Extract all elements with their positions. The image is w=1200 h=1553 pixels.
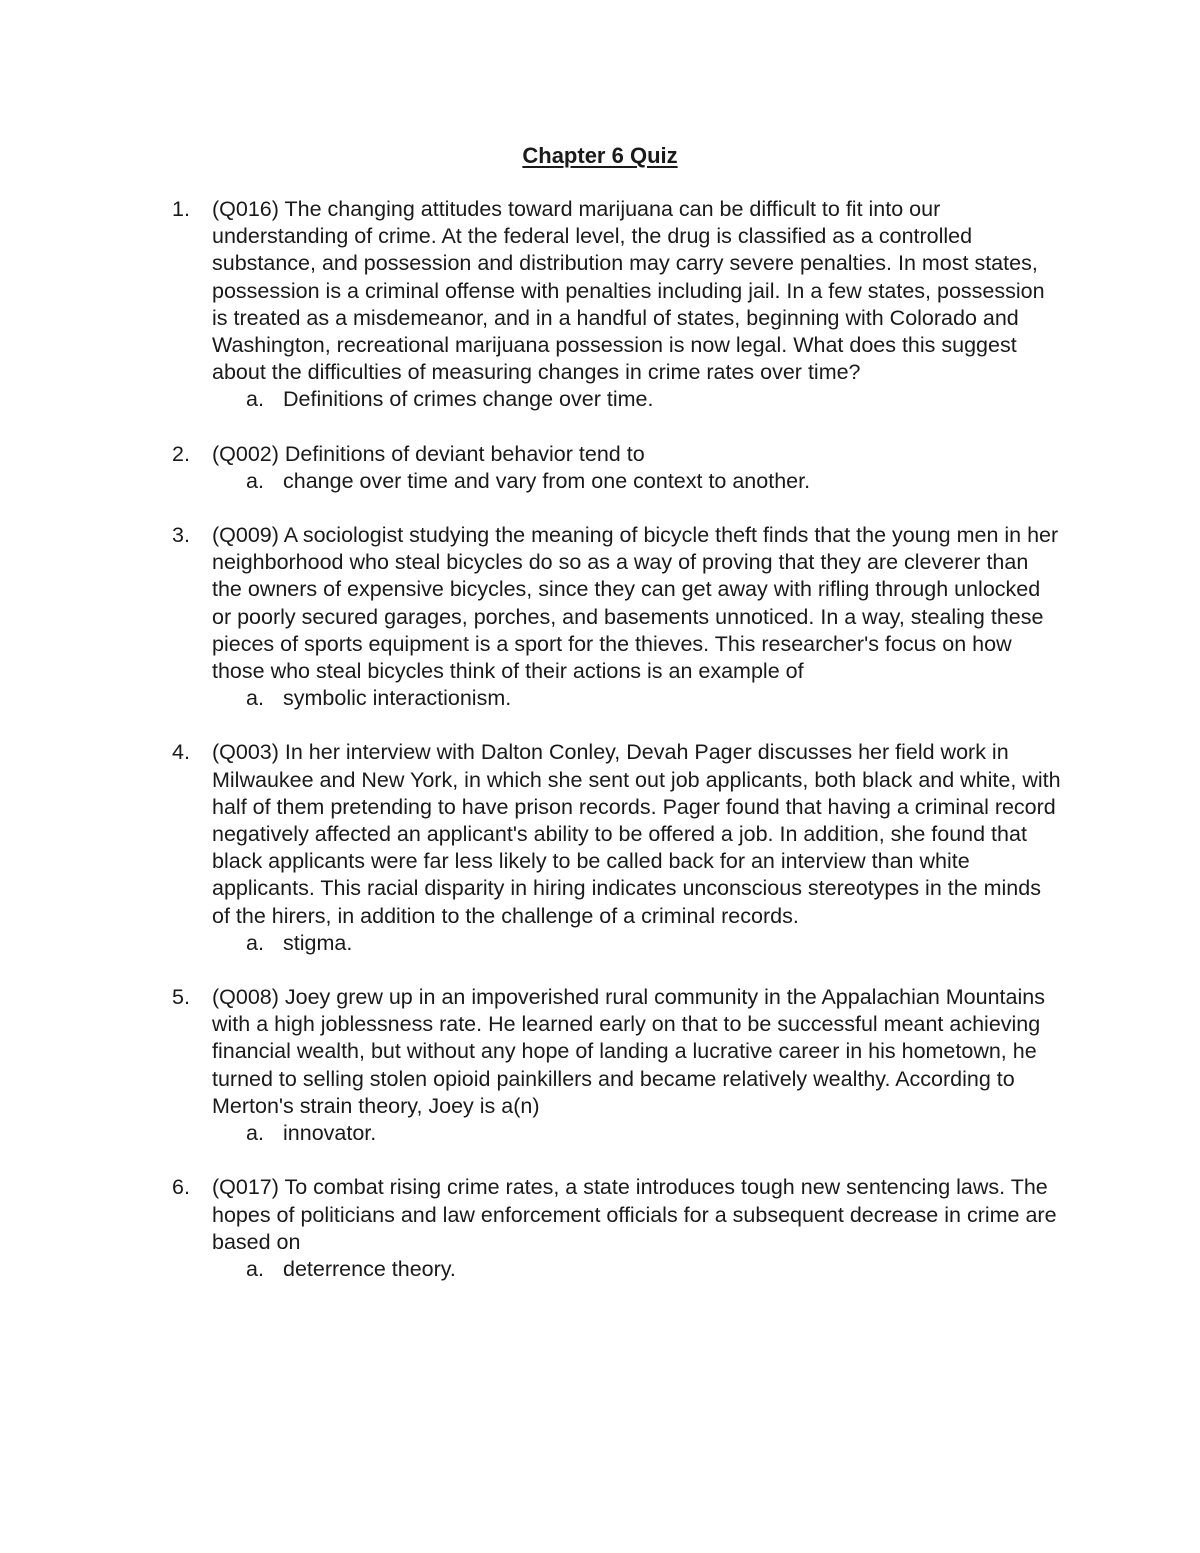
question-text: (Q008) Joey grew up in an impoverished rural community in the Appalachian Mountains with a high joblessness rate. He learned early on that to be successful meant achieving financial wealth, but without any hope of landing a lucrative career in his hometown, he turned to selling stolen opioid painkillers and became relatively wealthy. According to Merton's strain theory, Joey is a(n) [212, 985, 1045, 1118]
question-number: 1. [172, 197, 190, 221]
question-number: 2. [172, 441, 190, 466]
question-number: 6. [172, 1175, 190, 1200]
question-text: (Q017) To combat rising crime rates, a state introduces tough new sentencing laws. The hopes of politicians and law enforcement officials for a subsequent decrease in crime are based on [212, 1175, 1057, 1254]
answer-text: symbolic interactionism. [283, 686, 512, 711]
answer-item [0, 468, 1200, 495]
question-list [0, 196, 1200, 1310]
question-number: 5. [172, 985, 190, 1010]
answer-text: change over time and vary from one context to another. [283, 468, 811, 493]
question-item [0, 739, 1200, 957]
answer-letter: a. [246, 930, 264, 955]
question-item [0, 196, 1200, 414]
page-title: Chapter 6 Quiz [522, 143, 678, 168]
question-item [0, 441, 1200, 495]
answer-letter: a. [246, 1121, 264, 1146]
answer-text: Definitions of crimes change over time. [283, 387, 654, 412]
question-text: (Q003) In her interview with Dalton Conley, Devah Pager discusses her field work in Milwaukee and New York, in which she sent out job applicants, both black and white, with half of them pretending to have prison records. Pager found that having a criminal record negatively affected an applicant's ability to be offered a job. In addition, she found that black applicants were far less likely to be called back for an interview than white applicants. This racial disparity in hiring indicates unconscious stereotypes in the minds of the hirers, in addition to the challenge of a criminal records. [212, 740, 1061, 928]
answer-text: deterrence theory. [283, 1256, 456, 1281]
answer-item [0, 386, 1200, 413]
answer-text: innovator. [283, 1121, 377, 1146]
answer-item [0, 685, 1200, 712]
question-text: (Q002) Definitions of deviant behavior tend to [212, 441, 645, 466]
answer-text: stigma. [283, 930, 353, 955]
answer-item [0, 1120, 1200, 1147]
question-text: (Q016) The changing attitudes toward marijuana can be difficult to fit into our understanding of crime. At the federal level, the drug is classified as a controlled substance, and possession and distribution may carry severe penalties. In most states, possession is a criminal offense with penalties including jail. In a few states, possession is treated as a misdemeanor, and in a handful of states, beginning with Colorado and Washington, recreational marijuana possession is now legal. What does this suggest about the difficulties of measuring changes in crime rates over time? [212, 197, 1045, 385]
answer-letter: a. [246, 387, 264, 412]
answer-item [0, 930, 1200, 957]
answer-letter: a. [246, 1256, 264, 1281]
question-number: 3. [172, 523, 190, 548]
answer-item [0, 1256, 1200, 1283]
answer-letter: a. [246, 686, 264, 711]
answer-letter: a. [246, 468, 264, 493]
question-item [0, 522, 1200, 712]
question-item [0, 984, 1200, 1147]
question-text: (Q009) A sociologist studying the meaning of bicycle theft finds that the young men in her neighborhood who steal bicycles do so as a way of proving that they are cleverer than the owners of expensive bicycles, since they can get away with rifling through unlocked or poorly secured garages, porches, and basements unnoticed. In a way, stealing these pieces of sports equipment is a sport for the thieves. This researcher's focus on how those who steal bicycles think of their actions is an example of [212, 523, 1059, 684]
question-item [0, 1174, 1200, 1283]
question-number: 4. [172, 740, 190, 765]
